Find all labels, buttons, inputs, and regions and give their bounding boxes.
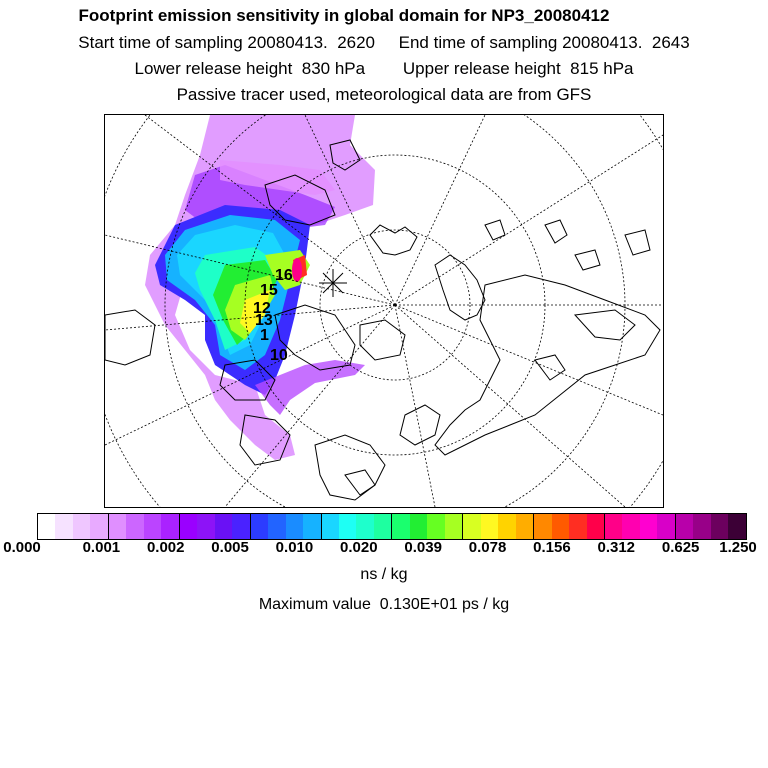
colorbar-swatch [144,514,161,539]
colorbar-swatch [180,514,197,539]
colorbar-swatch [498,514,515,539]
release-location-marker [319,269,347,297]
colorbar-swatch [215,514,232,539]
graticule [105,115,663,507]
colorbar-swatch [38,514,55,539]
colorbar-swatch [392,514,409,539]
colorbar-swatch [711,514,728,539]
colorbar-swatch [197,514,214,539]
colorbar-swatch [534,514,551,539]
tracer-info-line: Passive tracer used, meteorological data are from GFS [176,85,592,104]
colorbar-tick-label: 0.005 [211,539,249,556]
colorbar-swatch [587,514,605,539]
colorbar-swatch [693,514,710,539]
colorbar-swatch [657,514,675,539]
colorbar-swatch [410,514,427,539]
colorbar-swatch [516,514,534,539]
colorbar-tick-label: 0.156 [533,539,571,556]
colorbar-swatch [303,514,321,539]
colorbar-swatch [55,514,72,539]
maximum-value: Maximum value 0.130E+01 ps / kg [258,596,510,613]
colorbar [37,513,747,540]
colorbar-unit: ns / kg [360,566,408,583]
colorbar-tick-label: 0.002 [146,539,185,556]
colorbar-swatch [109,514,126,539]
colorbar-swatch [73,514,90,539]
colorbar-tick-label: 0.312 [597,539,636,556]
colorbar-swatch [605,514,622,539]
map-canvas [105,115,663,507]
colorbar-swatch [161,514,179,539]
map-label: 13 [255,312,273,329]
colorbar-ticks [0,539,768,559]
sampling-time-line: Start time of sampling 20080413. 2620 End time of sampling 20080413. 2643 [78,33,690,52]
colorbar-swatch [339,514,356,539]
colorbar-swatch [676,514,693,539]
map-label: 10 [270,347,288,364]
colorbar-swatch [356,514,373,539]
colorbar-swatch [126,514,143,539]
footprint-map [104,114,664,508]
colorbar-swatch [322,514,339,539]
colorbar-swatch [445,514,463,539]
map-label: 16 [275,267,293,284]
colorbar-swatch [481,514,498,539]
colorbar-swatch [569,514,586,539]
colorbar-swatch [463,514,480,539]
colorbar-swatch [552,514,569,539]
plot-title: Footprint emission sensitivity in global domain for NP3_20080412 [78,6,610,25]
map-label: 1 [260,327,269,344]
map-label: 15 [260,282,278,299]
colorbar-swatch [251,514,268,539]
colorbar-swatch [374,514,392,539]
colorbar-tick-label: 0.078 [468,539,507,556]
colorbar-tick-label: 0.625 [661,539,700,556]
colorbar-tick-label: 1.250 [719,539,757,556]
colorbar-tick-label: 0.000 [3,539,41,556]
colorbar-tick-label: 0.020 [340,539,378,556]
colorbar-swatch [90,514,108,539]
colorbar-swatch [286,514,303,539]
colorbar-swatch [640,514,657,539]
colorbar-swatch [268,514,285,539]
colorbar-tick-label: 0.039 [404,539,442,556]
map-label: 12 [253,300,271,317]
colorbar-swatch [728,514,745,539]
colorbar-swatch [427,514,444,539]
colorbar-tick-label: 0.010 [275,539,314,556]
release-height-line: Lower release height 830 hPa Upper release height 815 hPa [134,59,634,78]
colorbar-swatch [232,514,250,539]
colorbar-tick-label: 0.001 [82,539,121,556]
colorbar-swatch [622,514,639,539]
